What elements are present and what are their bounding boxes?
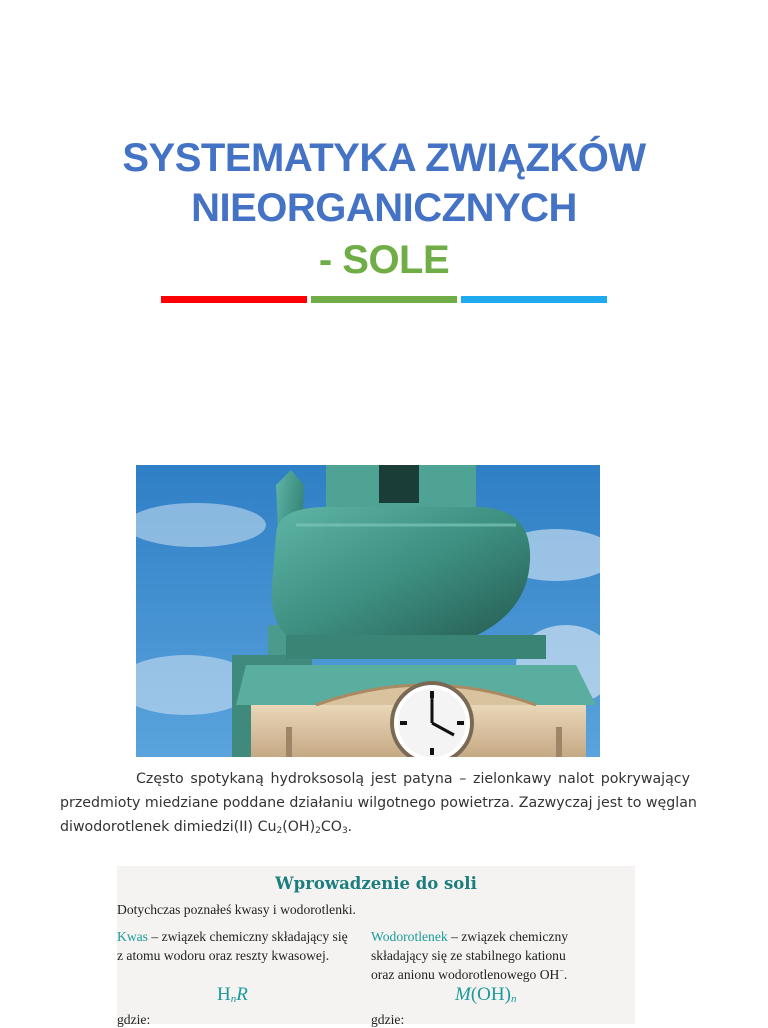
intro-heading: Wprowadzenie do soli: [275, 874, 477, 893]
caption-line-3-end: CO: [320, 819, 342, 835]
wodorotlenek-line-1: – związek chemiczny: [447, 929, 569, 944]
formula-h: H: [217, 984, 231, 1005]
title-line-2: NIEORGANICZNYCH: [191, 186, 577, 230]
caption-line-3-dot: .: [347, 819, 353, 835]
wodorotlenek-end: .: [563, 967, 568, 982]
tower-illustration: [136, 465, 600, 757]
caption-line-3-mid: (OH): [282, 819, 316, 835]
formula-m: M: [455, 984, 471, 1005]
wodorotlenek-term: Wodorotlenek: [371, 929, 448, 944]
wodorotlenek-line-3: oraz anionu wodorotlenowego OH: [371, 967, 560, 982]
title-line-3: - SOLE: [318, 238, 450, 282]
subscript: 2: [276, 826, 283, 836]
caption-line-2: przedmioty miedziane poddane działaniu wilgotnego powietrza. Zazwyczaj jest to węglan: [60, 795, 697, 811]
decor-bar-green: [311, 296, 457, 303]
gdzie-label-left: gdzie:: [117, 1012, 151, 1027]
kwas-definition: [117, 927, 367, 965]
gdzie-label-right: gdzie:: [371, 1012, 405, 1027]
caption-line-3-text: diwodorotlenek dimiedzi(II) Cu: [60, 819, 277, 835]
title-line-1: SYSTEMATYKA ZWIĄZKÓW: [122, 136, 646, 180]
wodorotlenek-definition: [371, 927, 631, 984]
subscript: 3: [341, 826, 348, 836]
formula-n: n: [510, 993, 517, 1005]
formula-r: R: [236, 984, 248, 1005]
caption-line-1: Często spotykaną hydroksosolą jest patyna – zielonkawy nalot pokrywający: [136, 771, 690, 787]
wodorotlenek-line-2: składający się ze stabilnego kationu: [371, 948, 566, 963]
formula-oh: (OH): [470, 984, 511, 1005]
superscript: −: [559, 966, 564, 976]
formula-n: n: [230, 993, 237, 1005]
kwas-line-1: – związek chemiczny składający się: [147, 929, 348, 944]
subscript: 2: [315, 826, 321, 836]
intro-text: Dotychczas poznałeś kwasy i wodorotlenki.: [117, 902, 356, 917]
kwas-term: Kwas: [117, 929, 148, 944]
decor-bar-blue: [461, 296, 607, 303]
kwas-line-2: z atomu wodoru oraz reszty kwasowej.: [117, 948, 330, 963]
acid-formula: [217, 984, 248, 1006]
caption-line-3: [60, 815, 690, 839]
decor-bar-red: [161, 296, 307, 303]
patina-tower-photo: [136, 465, 600, 757]
hydroxide-formula: [455, 984, 516, 1006]
